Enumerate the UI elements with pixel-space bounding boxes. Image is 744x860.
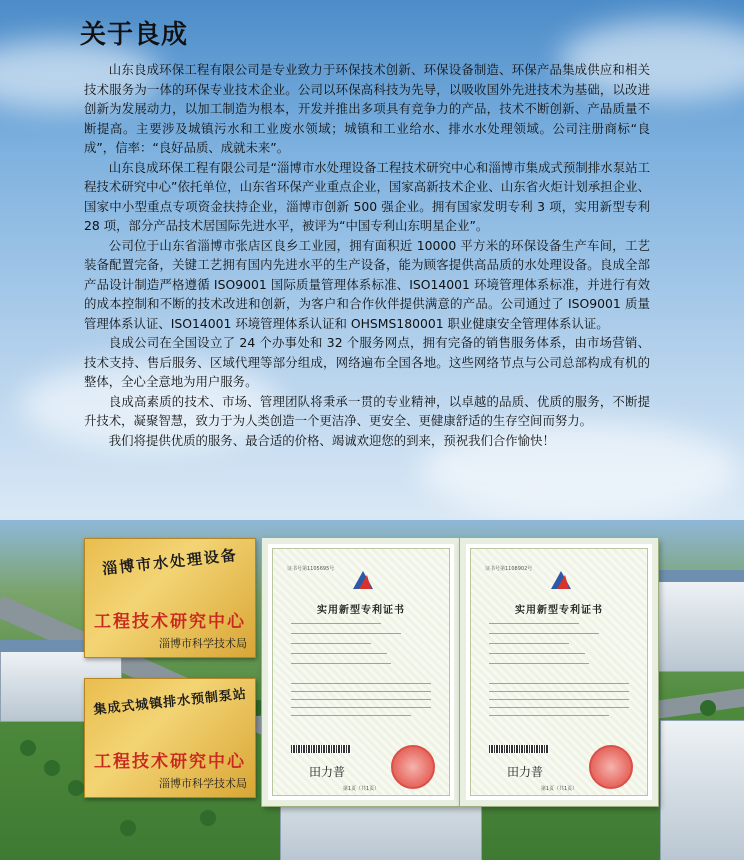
award-plaque xyxy=(84,538,256,658)
page-number: 第1页（共1页） xyxy=(540,786,578,792)
barcode xyxy=(291,745,351,753)
certificate-number: 证书号第1105695号 xyxy=(287,566,335,572)
page-title: 关于良成 xyxy=(80,20,189,50)
official-seal xyxy=(391,745,435,789)
patent-office-logo-icon xyxy=(349,569,377,591)
paragraph: 良成公司在全国设立了 24 个办事处和 32 个服务网点，拥有完备的销售服务体系，由市场营销、技术支持、售后服务、区域代理等部分组成，网络遍布全国各地。这些网络节点与公司总部构成有机的整体，全心全意地为用户服务。 xyxy=(84,335,650,389)
page-number: 第1页（共1页） xyxy=(342,786,380,792)
company-introduction xyxy=(84,60,650,450)
award-plaque xyxy=(84,678,256,798)
barcode xyxy=(489,745,549,753)
paragraph: 良成高素质的技术、市场、管理团队将秉承一贯的专业精神，以卓越的品质、优质的服务，不断提升技术，凝聚智慧，致力于为人类创造一个更洁净、更安全、更健康舒适的生存空间而努力。 xyxy=(84,393,650,428)
patent-certificate xyxy=(262,538,460,806)
signature: 田力普 xyxy=(507,765,544,779)
patent-office-logo-icon xyxy=(547,569,575,591)
plaque-title: 工程技术研究中心 xyxy=(94,612,246,632)
patent-certificate xyxy=(460,538,658,806)
plaque-issuer: 淄博市科学技术局 xyxy=(159,777,247,790)
certificate-title: 实用新型专利证书 xyxy=(317,605,405,616)
plaque-title: 工程技术研究中心 xyxy=(94,752,246,772)
plaque-heading: 集成式城镇排水预制泵站 xyxy=(92,686,248,718)
paragraph: 山东良成环保工程有限公司是“淄博市水处理设备工程技术研究中心和淄博市集成式预制排水泵站工程技术研究中心”依托单位，山东省环保产业重点企业，国家高新技术企业、山东省火炬计划承担企业、国家中小型重点专项资金扶持企业，淄博市创新 500 强企业。拥有国家发明专利 3 项，实用新型专利 28 项，部分产品技术居国际先进水平，被评为“中国专利山东明星企业”。 xyxy=(84,159,650,233)
official-seal xyxy=(589,745,633,789)
certificate-title: 实用新型专利证书 xyxy=(515,605,603,616)
certificate-number: 证书号第1108902号 xyxy=(485,566,533,572)
plaque-issuer: 淄博市科学技术局 xyxy=(159,637,247,650)
paragraph: 公司位于山东省淄博市张店区良乡工业园，拥有面积近 10000 平方米的环保设备生产车间，工艺装备配置完备，关键工艺拥有国内先进水平的生产设备，能为顾客提供高品质的水处理设备。良成全部产品设计制造严格遵循 ISO9001 国际质量管理体系标准、ISO14001 环境管理体系标准，并进行有效的成本控制和不断的技术改进和创新，为客户和合作伙伴提供满意的产品。公司通过了 ISO9001 质量管理体系认证、ISO14001 环境管理体系认证和 OHSMS180001 职业健康安全管理体系认证。 xyxy=(84,237,650,331)
plaque-heading: 淄博市水处理设备 xyxy=(101,545,239,579)
signature: 田力普 xyxy=(309,765,346,779)
paragraph: 我们将提供优质的服务、最合适的价格、竭诚欢迎您的到来，预祝我们合作愉快！ xyxy=(108,432,555,448)
paragraph: 山东良成环保工程有限公司是专业致力于环保技术创新、环保设备制造、环保产品集成供应和相关技术服务为一体的环保专业技术企业。公司以环保高科技为先导，以吸收国外先进技术为基础，以改进创新为发展动力，以加工制造为根本，开发并推出多项具有竞争力的产品，技术不断创新、产品质量不断提高。主要涉及城镇污水和工业废水领域；城镇和工业给水、排水水处理领域。公司注册商标“良成”，信率：“良好品质、成就未来”。 xyxy=(84,62,650,155)
